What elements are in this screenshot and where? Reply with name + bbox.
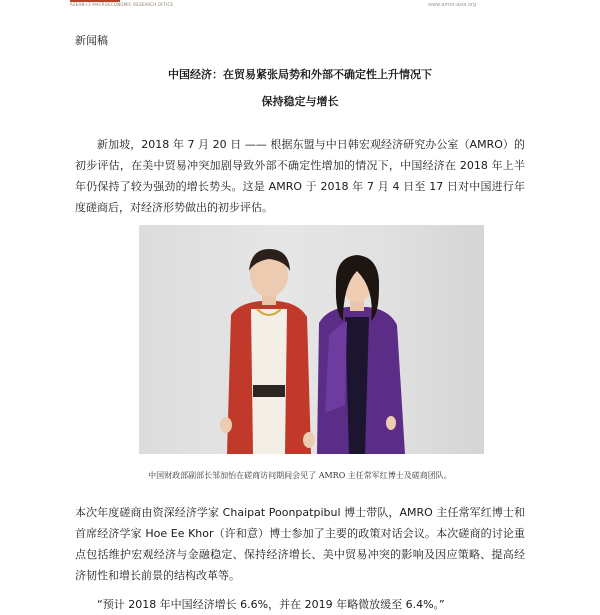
page-header xyxy=(0,0,600,12)
org-subtitle: ASEAN+3 MACROECONOMIC RESEARCH OFFICE xyxy=(70,2,174,7)
press-release-label: 新闻稿 xyxy=(75,34,108,47)
person-right xyxy=(317,255,405,454)
photo-caption: 中国财政部副部长邹加怡在磋商访问期间会见了 AMRO 主任常军红博士及磋商团队。 xyxy=(148,471,452,480)
paragraph-3: “预计 2018 年中国经济增长 6.6%，并在 2019 年略微放缓至 6.4%。” xyxy=(97,598,445,611)
person-left xyxy=(220,249,315,454)
paragraph-1: 新加坡，2018 年 7 月 20 日 —— 根据东盟与中日韩宏观经济研究办公室（AMRO）的初步评估，在美中贸易冲突加剧导致外部不确定性增加的情况下，中国经济在 2018 年上半年仍保持了较为强劲的增长势头。这是 AMRO 于 2018 年 7 月 4 日至 17 日对中国进行年度磋商后，对经济形势做出的初步评估。 xyxy=(75,138,525,214)
paragraph-2: 本次年度磋商由资深经济学家 Chaipat Poonpatpibul 博士带队，AMRO 主任常军红博士和首席经济学家 Hoe Ee Khor（许和意）博士参加了主要的政策对话会议。本次磋商的讨论重点包括维护宏观经济与金融稳定、保持经济增长、美中贸易冲突的影响及因应策略、提高经济韧性和增长前景的结构改革等。 xyxy=(75,506,525,582)
title-line-1: 中国经济：在贸易紧张局势和外部不确定性上升情况下 xyxy=(168,68,432,81)
title-line-2: 保持稳定与增长 xyxy=(261,95,339,108)
meeting-photo xyxy=(139,225,484,454)
photo-illustration xyxy=(139,225,484,454)
header-url[interactable]: www.amro-asia.org xyxy=(428,2,477,8)
